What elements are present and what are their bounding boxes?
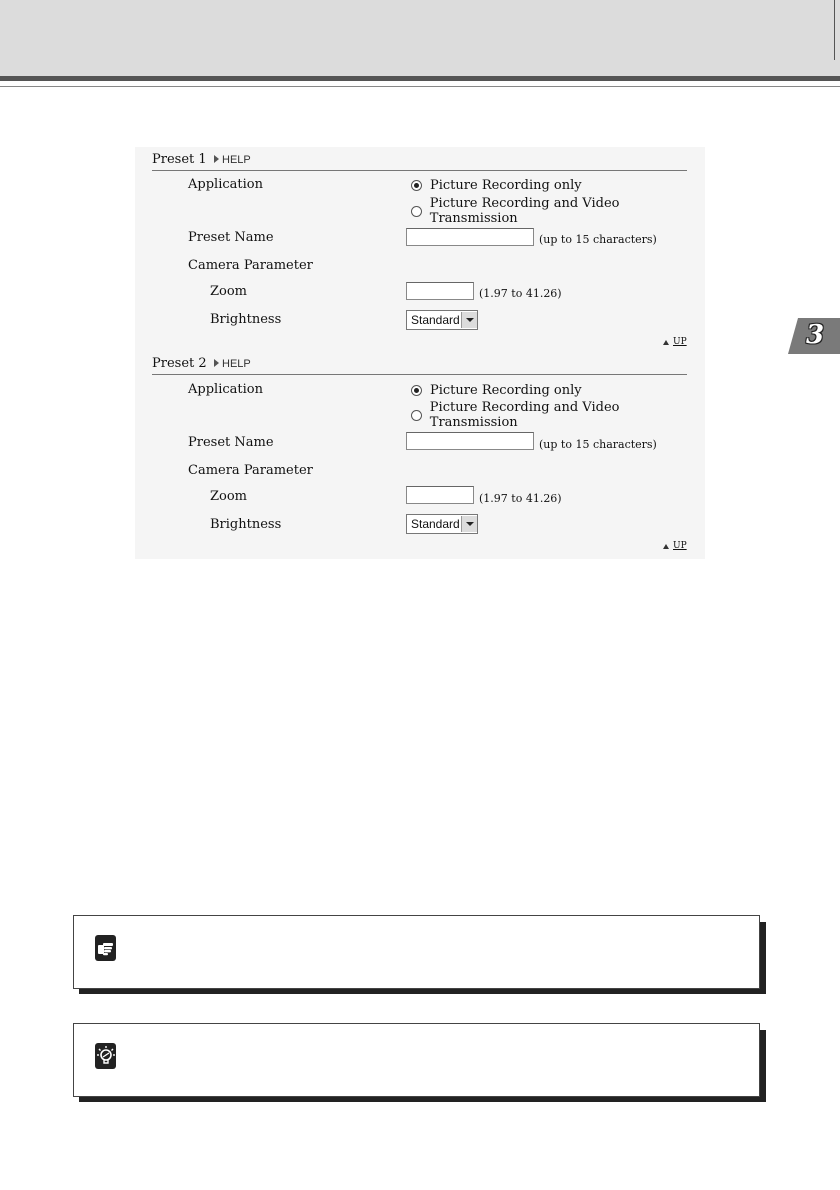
- preset-2-option-recording-only[interactable]: [411, 381, 582, 399]
- chevron-down-icon: [466, 522, 474, 526]
- zoom-label: Zoom: [210, 284, 248, 299]
- up-label: UP: [673, 337, 687, 347]
- preset-1-name-input[interactable]: [406, 228, 534, 246]
- lightbulb-tip-icon: [95, 1043, 116, 1069]
- application-label: Application: [188, 382, 263, 397]
- option-label: Picture Recording only: [430, 177, 582, 193]
- pointing-hand-icon: [95, 935, 116, 961]
- preset-1-brightness-select[interactable]: [406, 310, 478, 330]
- dropdown-button[interactable]: [461, 312, 477, 328]
- preset-1-option-recording-only[interactable]: [411, 176, 582, 194]
- note-callout: [73, 915, 760, 989]
- preset-2-option-recording-and-transmission[interactable]: [411, 400, 705, 430]
- help-label: HELP: [222, 358, 251, 370]
- preset-name-note: (up to 15 characters): [539, 233, 657, 246]
- brightness-label: Brightness: [210, 312, 282, 327]
- option-label: Picture Recording and Video Transmission: [429, 400, 620, 430]
- preset-1-header: [152, 152, 687, 172]
- preset-name-label: Preset Name: [188, 435, 274, 450]
- header-band: [0, 0, 840, 76]
- zoom-note: (1.97 to 41.26): [479, 492, 562, 505]
- header-rule: [0, 76, 840, 81]
- preset-name-label: Preset Name: [188, 230, 274, 245]
- radio-checked-icon[interactable]: [411, 385, 422, 396]
- preset-2-brightness-select[interactable]: [406, 514, 478, 534]
- brightness-label: Brightness: [210, 517, 282, 532]
- preset-2-help-link[interactable]: [214, 358, 251, 370]
- preset-2-name-input[interactable]: [406, 432, 534, 450]
- zoom-note: (1.97 to 41.26): [479, 287, 562, 300]
- option-label: Picture Recording and Video Transmission: [429, 196, 620, 226]
- preset-1-title: Preset 1: [152, 152, 207, 167]
- help-label: HELP: [222, 154, 251, 166]
- zoom-label: Zoom: [210, 489, 248, 504]
- preset-1-option-recording-and-transmission[interactable]: [411, 196, 705, 226]
- radio-unchecked-icon[interactable]: [411, 206, 422, 217]
- crop-mark: [834, 0, 835, 60]
- chevron-down-icon: [466, 318, 474, 322]
- preset-2-title: Preset 2: [152, 356, 207, 371]
- preset-2-zoom-input[interactable]: [406, 486, 474, 504]
- radio-unchecked-icon[interactable]: [411, 410, 422, 421]
- preset-2-header: [152, 356, 687, 376]
- preset-1-zoom-input[interactable]: [406, 282, 474, 300]
- radio-checked-icon[interactable]: [411, 180, 422, 191]
- up-arrow-icon: [663, 340, 669, 345]
- play-arrow-icon: [214, 359, 219, 367]
- preset-1-up-link[interactable]: [663, 337, 687, 347]
- option-label: Picture Recording only: [430, 382, 582, 398]
- tip-callout: [73, 1023, 760, 1097]
- preset-settings-panel: [135, 147, 705, 559]
- camera-parameter-label: Camera Parameter: [188, 258, 313, 273]
- application-label: Application: [188, 177, 263, 192]
- camera-parameter-label: Camera Parameter: [188, 463, 313, 478]
- preset-1-rule: [152, 170, 687, 171]
- preset-2-up-link[interactable]: [663, 541, 687, 551]
- up-arrow-icon: [663, 544, 669, 549]
- preset-name-note: (up to 15 characters): [539, 438, 657, 451]
- chapter-number: 3: [805, 320, 825, 350]
- dropdown-button[interactable]: [461, 516, 477, 532]
- up-label: UP: [673, 541, 687, 551]
- play-arrow-icon: [214, 155, 219, 163]
- select-value: Standard: [411, 517, 460, 531]
- header-thin-rule: [0, 86, 840, 87]
- preset-1-help-link[interactable]: [214, 154, 251, 166]
- select-value: Standard: [411, 313, 460, 327]
- preset-2-rule: [152, 374, 687, 375]
